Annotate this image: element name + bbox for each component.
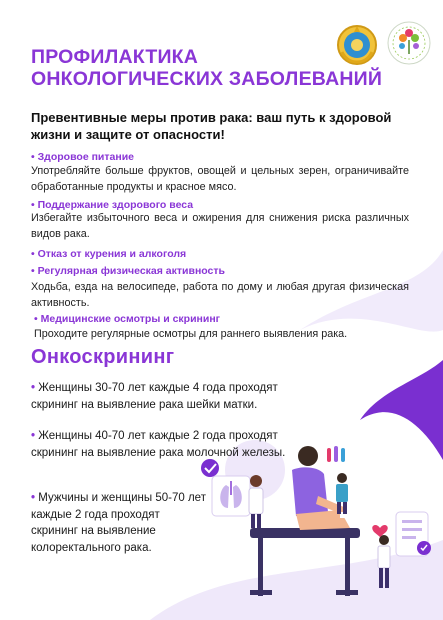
test-tubes-icon <box>327 446 345 462</box>
doctor-figure-icon <box>249 475 263 528</box>
bullet: • <box>31 430 36 442</box>
title-line-2: ОНКОЛОГИЧЕСКИХ ЗАБОЛЕВАНИЙ <box>31 68 383 90</box>
bullet: • <box>31 492 36 504</box>
screening-heading: Онкоскрининг <box>31 346 175 368</box>
bullet: • <box>31 248 35 260</box>
screening-item-text: Женщины 40-70 лет каждые 2 года проходят скрининг на выявление рака молочной железы. <box>31 430 286 459</box>
check-badge-icon <box>201 459 219 477</box>
clipboard-icon <box>396 512 431 556</box>
subtitle: Превентивные меры против рака: ваш путь к здоровой жизни и защите от опасности! <box>31 110 392 142</box>
bullet: • <box>34 313 38 325</box>
lungs-board-icon <box>212 476 250 516</box>
tip-heading-label: Здоровое питание <box>37 151 134 163</box>
bullet: • <box>31 382 36 394</box>
tip-text-weight: Избегайте избыточного веса и ожирения для снижения риска различных видов рака. <box>31 212 409 240</box>
exam-table-icon <box>250 528 360 596</box>
bullet: • <box>31 151 35 163</box>
bullet: • <box>31 199 35 211</box>
tip-heading-label: Медицинские осмотры и скрининг <box>40 313 221 325</box>
tip-heading-label: Отказ от курения и алкоголя <box>37 248 187 260</box>
tip-heading-label: Регулярная физическая активность <box>37 265 225 277</box>
tip-text-nutrition: Употребляйте больше фруктов, овощей и цельных зерен, ограничивайте обработанные продукты и красное мясо. <box>31 165 409 193</box>
tip-text-activity: Ходьба, езда на велосипеде, работа по дому и любая другая физическая активность. <box>31 281 409 309</box>
title-line-1: ПРОФИЛАКТИКА <box>31 46 199 68</box>
bullet: • <box>31 265 35 277</box>
screening-item-text: Женщины 30-70 лет каждые 4 года проходят скрининг на выявление рака шейки матки. <box>31 382 278 411</box>
doctor-right-figure-icon <box>378 535 390 588</box>
tip-text-screening: Проходите регулярные осмотры для раннего выявления рака. <box>34 328 348 340</box>
screening-item-text: Мужчины и женщины 50-70 лет каждые 2 года проходят скрининг на выявление колоректального рака. <box>31 492 206 554</box>
tip-heading-label: Поддержание здорового веса <box>37 199 194 211</box>
